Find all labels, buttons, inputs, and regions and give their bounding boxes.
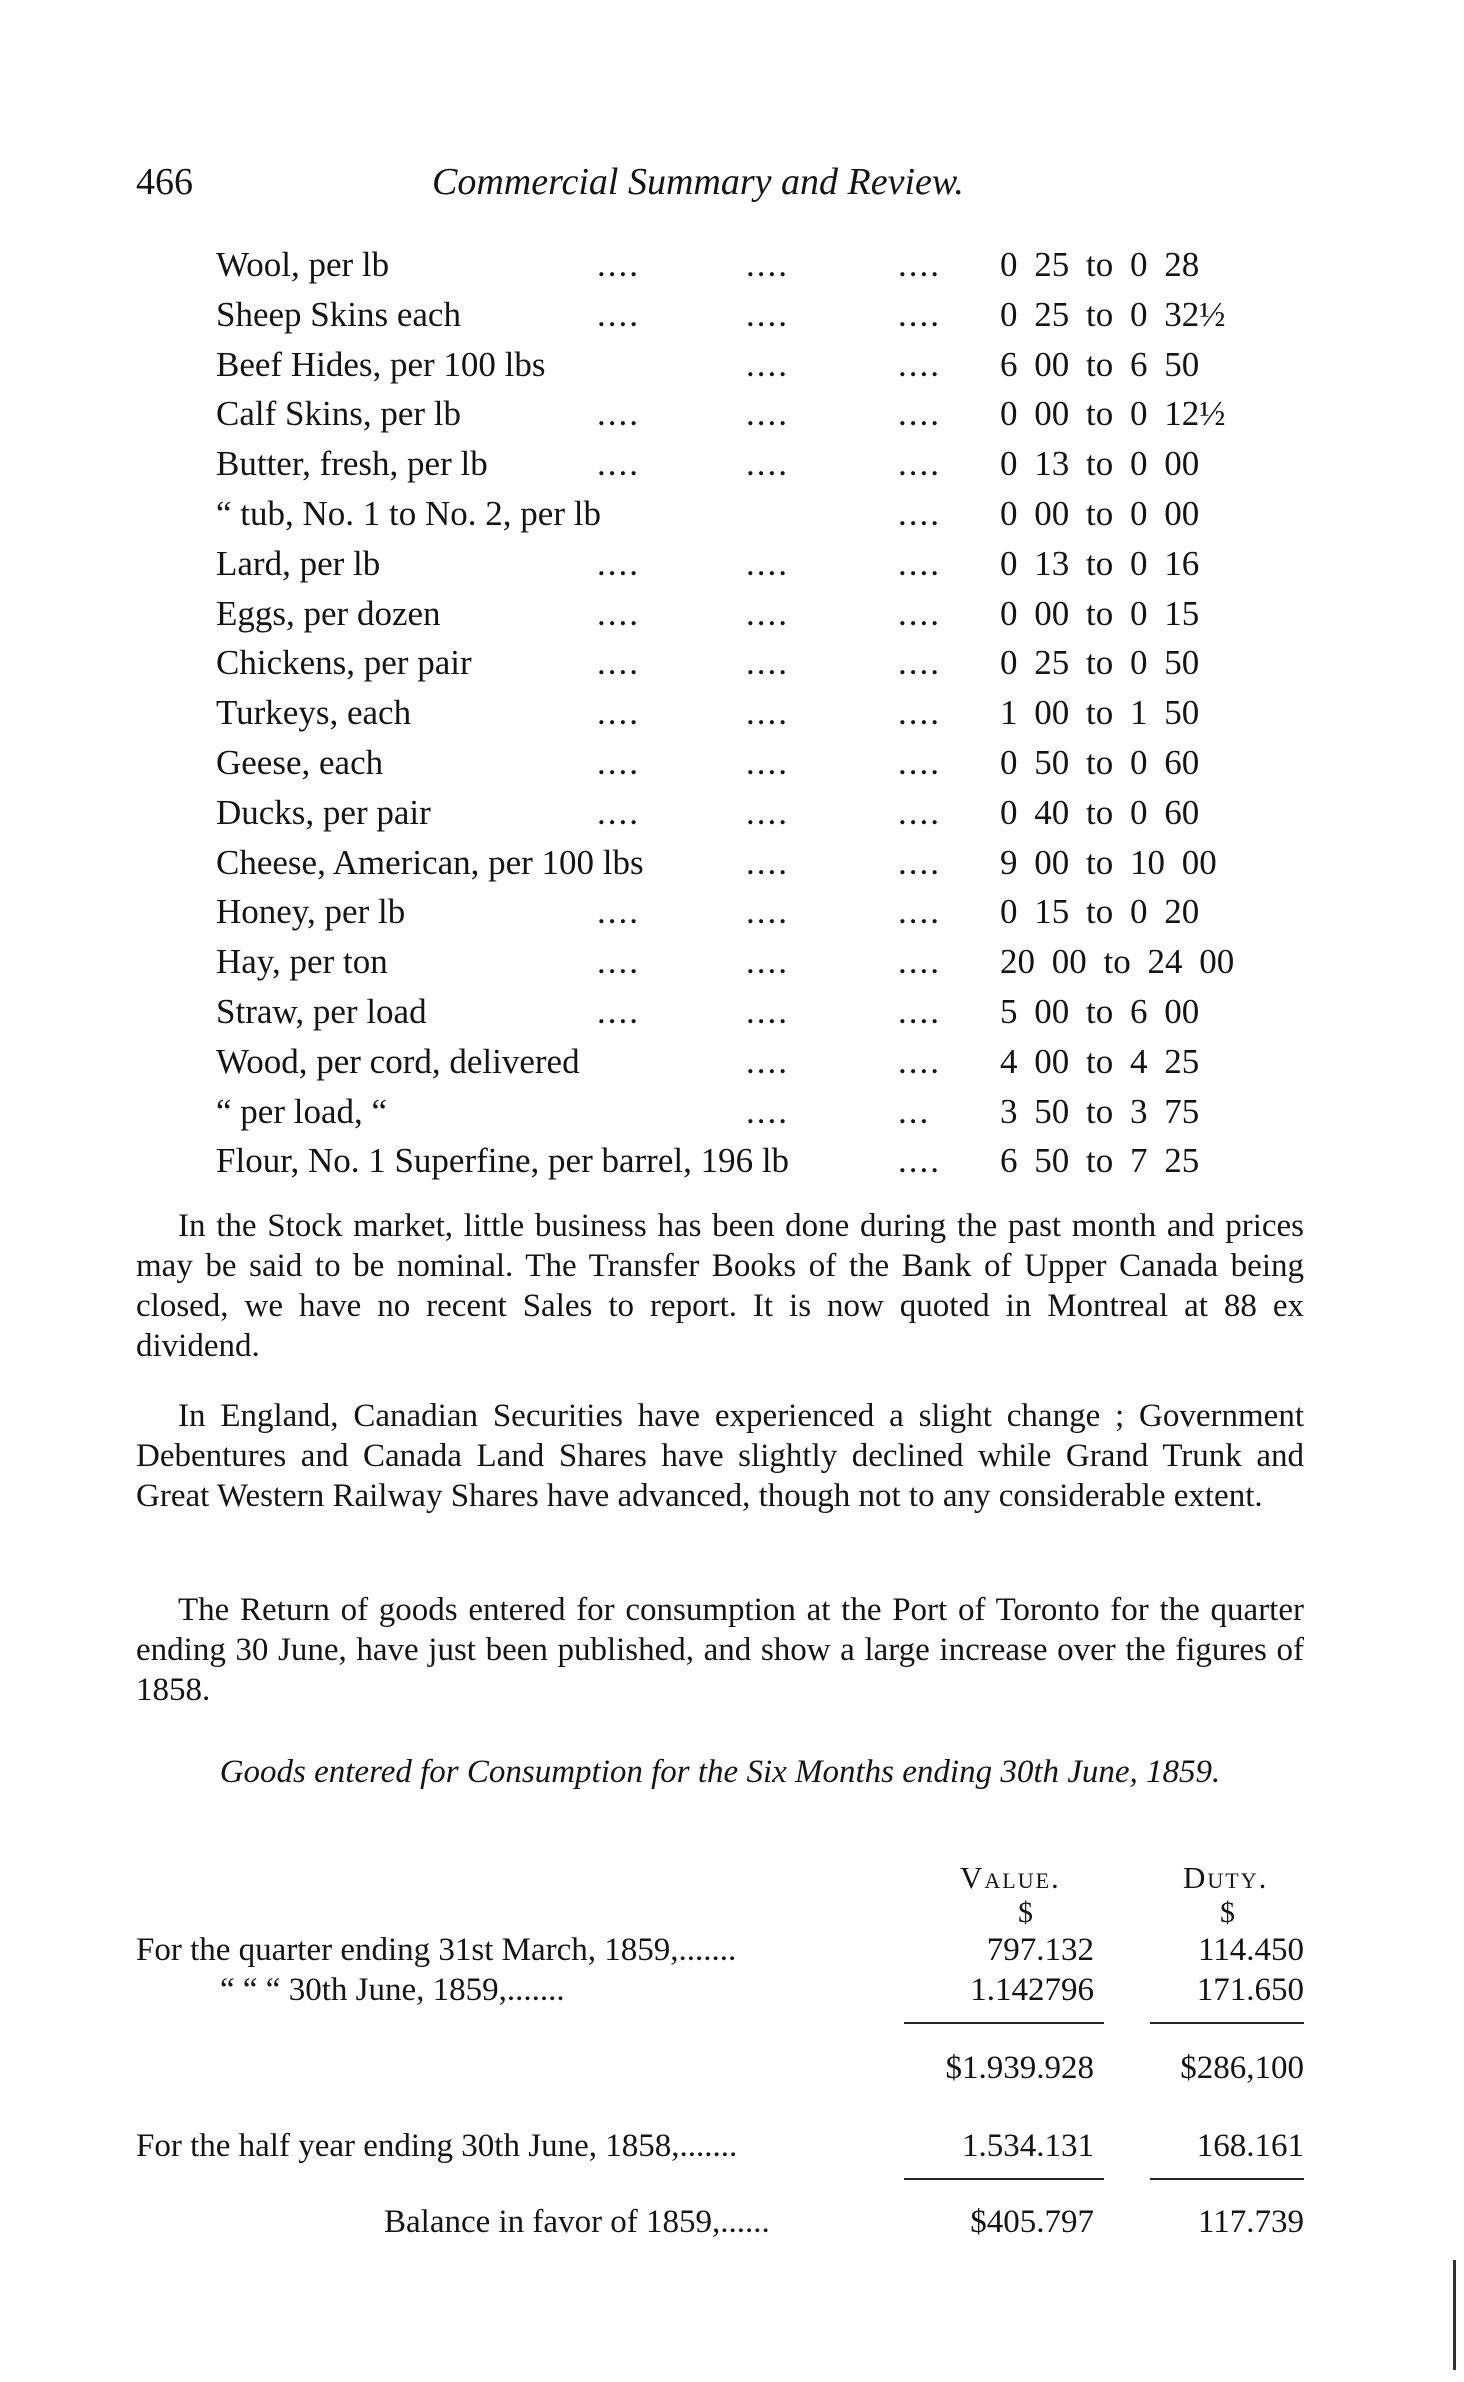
leader-dots: ....: [898, 593, 941, 633]
england-securities-paragraph: In England, Canadian Securities have experienced a slight change ; Government Debentures and Canada Land Shares have slightly declined while Grand Trunk and Great Western Railway Shares have advanced, though not to any considerable extent.: [136, 1398, 1304, 1514]
leader-dots: ....: [898, 693, 941, 733]
price-range: 0 50 to 0 60: [1000, 742, 1200, 782]
price-row: [0, 838, 1464, 888]
running-title: Commercial Summary and Review.: [432, 161, 964, 203]
toronto-return-paragraph: The Return of goods entered for consumption at the Port of Toronto for the quarter ending 30 June, have just been published, and show a large increase over the figures of 1858.: [136, 1592, 1304, 1708]
price-item: Honey, per lb: [216, 892, 406, 932]
price-row: [0, 439, 1464, 489]
leader-dots: ....: [898, 942, 941, 982]
leader-dots: ....: [597, 394, 640, 434]
price-item: “ per load, “: [216, 1091, 388, 1131]
table-caption: Goods entered for Consumption for the Six Months ending 30th June, 1859.: [219, 1754, 1221, 1790]
balance-rule: [1150, 2178, 1304, 2180]
price-item: Geese, each: [216, 742, 384, 782]
table-row: [136, 1968, 1304, 2012]
price-range: 0 00 to 0 00: [1000, 493, 1200, 533]
leader-dots: ....: [746, 344, 789, 384]
leader-dots: ....: [898, 394, 941, 434]
leader-dots: ....: [746, 294, 789, 334]
price-row: [0, 589, 1464, 639]
price-item: Cheese, American, per 100 lbs: [216, 842, 644, 882]
leader-dots: ....: [898, 444, 941, 484]
leader-dots: ....: [746, 792, 789, 832]
leader-dots: ....: [898, 742, 941, 782]
row-label: Balance in favor of 1859,......: [384, 2204, 770, 2240]
price-row: [0, 887, 1464, 937]
leader-dots: ....: [746, 394, 789, 434]
leader-dots: ....: [898, 493, 941, 533]
leader-dots: ....: [746, 842, 789, 882]
row-duty: 117.739: [1197, 2204, 1304, 2240]
table-total-row: [136, 2046, 1304, 2090]
row-duty: 171.650: [1196, 1972, 1304, 2008]
leader-dots: ....: [746, 643, 789, 683]
price-row: [0, 290, 1464, 340]
price-row: [0, 240, 1464, 290]
row-value: 1.534.131: [962, 2128, 1094, 2164]
price-row: [0, 937, 1464, 987]
price-item: Ducks, per pair: [216, 792, 431, 832]
price-range: 0 25 to 0 28: [1000, 245, 1200, 284]
price-item: “ tub, No. 1 to No. 2, per lb: [216, 493, 601, 533]
price-row: [0, 1136, 1464, 1186]
price-item: Sheep Skins each: [216, 294, 461, 334]
leader-dots: ....: [898, 1041, 941, 1081]
leader-dots: ....: [898, 294, 941, 334]
table-row: [136, 1928, 1304, 1972]
leader-dots: ....: [898, 1141, 941, 1181]
stock-market-paragraph: In the Stock market, little business has been done during the past month and prices may be said to be nominal. The Transfer Books of the Bank of Upper Canada being closed, we have no recent Sales to report. It is now quoted in Montreal at 88 ex dividend.: [136, 1208, 1304, 1364]
market-price-list: [0, 240, 1464, 1186]
row-value: 1.142796: [970, 1972, 1094, 2008]
leader-dots: ....: [597, 892, 640, 932]
price-item: Wool, per lb: [216, 245, 390, 284]
row-duty: 114.450: [1197, 1932, 1304, 1968]
price-row: [0, 1037, 1464, 1087]
price-range: 0 40 to 0 60: [1000, 792, 1200, 832]
row-value: 797.132: [986, 1932, 1094, 1968]
leader-dots: ....: [746, 1091, 789, 1131]
leader-dots: ....: [746, 742, 789, 782]
total-rule: [1150, 2022, 1304, 2024]
price-range: 6 50 to 7 25: [1000, 1141, 1200, 1181]
leader-dots: ....: [746, 693, 789, 733]
leader-dots: ....: [898, 792, 941, 832]
leader-dots: ....: [746, 942, 789, 982]
price-item: Straw, per load: [216, 991, 427, 1031]
page-edge-mark: [1453, 2260, 1456, 2370]
leader-dots: ....: [898, 842, 941, 882]
price-item: Hay, per ton: [216, 942, 388, 982]
row-duty: $286,100: [1180, 2050, 1304, 2086]
price-row: [0, 688, 1464, 738]
price-item: Lard, per lb: [216, 543, 381, 583]
price-item: Wood, per cord, delivered: [216, 1041, 580, 1081]
row-label: For the quarter ending 31st March, 1859,.......: [136, 1932, 737, 1968]
leader-dots: ....: [597, 792, 640, 832]
row-duty: 168.161: [1196, 2128, 1304, 2164]
price-range: 0 13 to 0 16: [1000, 543, 1200, 583]
price-row: [0, 738, 1464, 788]
price-row: [0, 788, 1464, 838]
price-item: Turkeys, each: [216, 693, 412, 733]
leader-dots: ....: [898, 991, 941, 1031]
price-range: 1 00 to 1 50: [1000, 693, 1200, 733]
row-label: For the half year ending 30th June, 1858,.......: [136, 2128, 738, 2164]
leader-dots: ....: [746, 543, 789, 583]
leader-dots: ....: [746, 1041, 789, 1081]
page-header: [136, 160, 1316, 220]
row-value: $405.797: [970, 2204, 1094, 2240]
price-row: [0, 340, 1464, 390]
price-range: 6 00 to 6 50: [1000, 344, 1200, 384]
price-row: [0, 987, 1464, 1037]
leader-dots: ....: [597, 693, 640, 733]
table-balance-row: [136, 2200, 1304, 2244]
price-row: [0, 539, 1464, 589]
duty-unit: $: [1220, 1896, 1235, 1929]
leader-dots: ....: [898, 245, 941, 284]
price-range: 0 13 to 0 00: [1000, 444, 1200, 484]
price-range: 0 25 to 0 32½: [1000, 294, 1226, 334]
price-range: 4 00 to 4 25: [1000, 1041, 1200, 1081]
value-unit: $: [1018, 1896, 1033, 1929]
price-item: Calf Skins, per lb: [216, 394, 461, 434]
price-row: [0, 1087, 1464, 1137]
price-range: 0 25 to 0 50: [1000, 643, 1200, 683]
leader-dots: ....: [898, 543, 941, 583]
balance-rule: [904, 2178, 1104, 2180]
price-row: [0, 489, 1464, 539]
row-value: $1.939.928: [945, 2050, 1094, 2086]
row-label: “ “ “ 30th June, 1859,.......: [220, 1972, 565, 2008]
price-range: 20 00 to 24 00: [1000, 942, 1235, 982]
value-column-header: Value.: [960, 1860, 1061, 1895]
price-item: Beef Hides, per 100 lbs: [216, 344, 546, 384]
leader-dots: ....: [597, 942, 640, 982]
price-item: Flour, No. 1 Superfine, per barrel, 196 lb: [216, 1141, 790, 1181]
price-item: Butter, fresh, per lb: [216, 444, 488, 484]
price-range: 0 00 to 0 12½: [1000, 394, 1226, 434]
price-item: Eggs, per dozen: [216, 593, 441, 633]
leader-dots: ....: [597, 294, 640, 334]
duty-column-header: Duty.: [1183, 1860, 1269, 1895]
leader-dots: ....: [597, 444, 640, 484]
leader-dots: ....: [746, 593, 789, 633]
leader-dots: ....: [746, 892, 789, 932]
leader-dots: ....: [597, 742, 640, 782]
leader-dots: ....: [597, 543, 640, 583]
price-range: 5 00 to 6 00: [1000, 991, 1200, 1031]
price-range: 0 15 to 0 20: [1000, 892, 1200, 932]
leader-dots: ....: [898, 643, 941, 683]
leader-dots: ....: [746, 991, 789, 1031]
price-item: Chickens, per pair: [216, 643, 472, 683]
leader-dots: ....: [597, 643, 640, 683]
table-row: [136, 2124, 1304, 2168]
leader-dots: ....: [898, 892, 941, 932]
price-row: [0, 638, 1464, 688]
price-range: 9 00 to 10 00: [1000, 842, 1217, 882]
leader-dots: ....: [746, 245, 789, 284]
price-range: 0 00 to 0 15: [1000, 593, 1200, 633]
price-range: 3 50 to 3 75: [1000, 1091, 1200, 1131]
total-rule: [904, 2022, 1104, 2024]
leader-dots: ....: [746, 444, 789, 484]
leader-dots: ....: [898, 344, 941, 384]
price-row: [0, 389, 1464, 439]
leader-dots: ....: [597, 245, 640, 284]
page-number: 466: [136, 161, 193, 203]
leader-dots: ...: [898, 1091, 931, 1131]
leader-dots: ....: [597, 991, 640, 1031]
leader-dots: ....: [597, 593, 640, 633]
